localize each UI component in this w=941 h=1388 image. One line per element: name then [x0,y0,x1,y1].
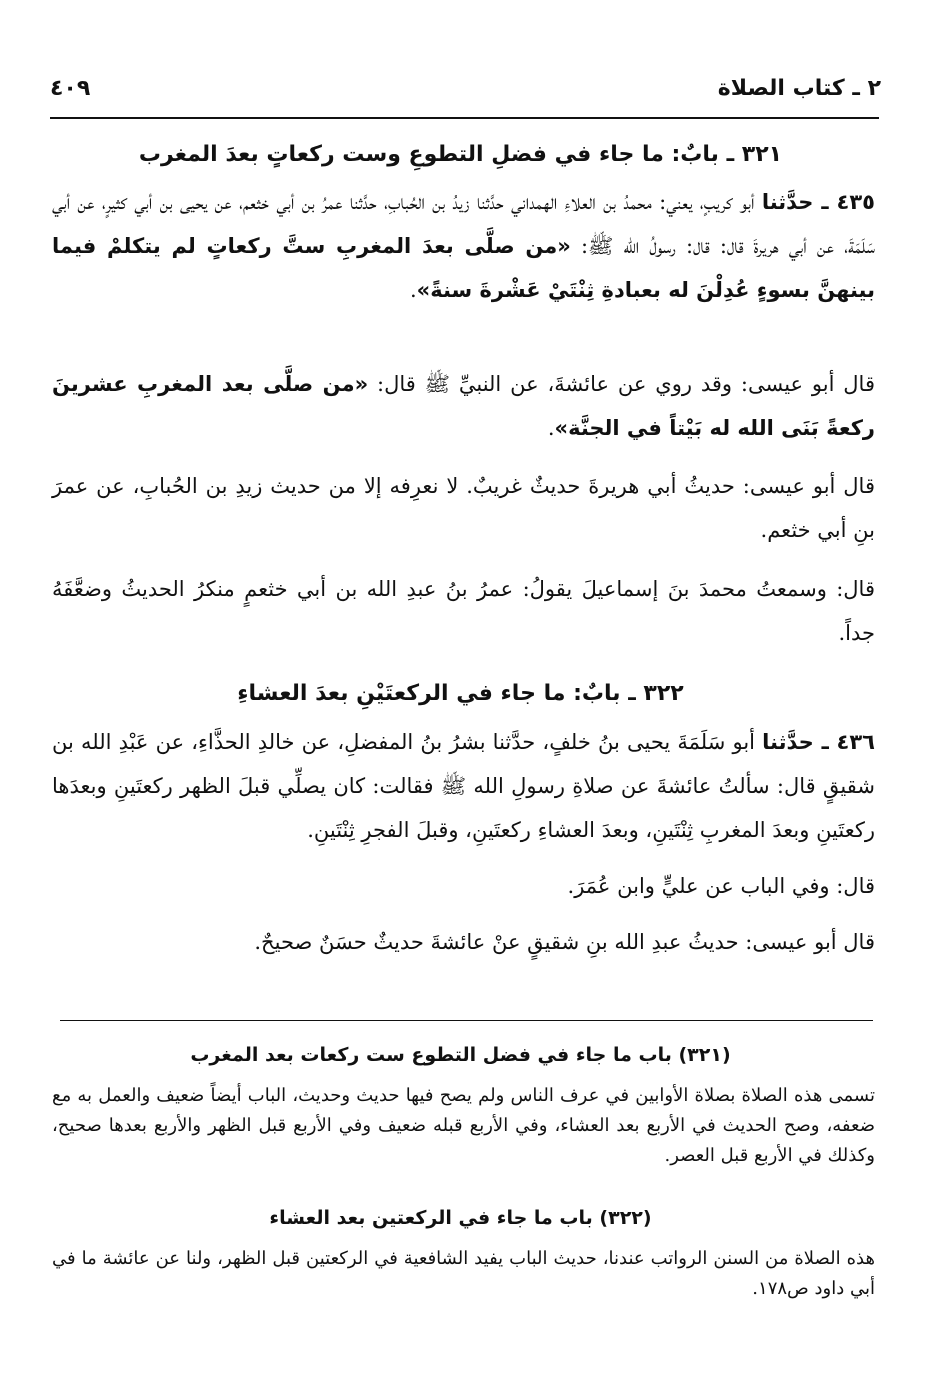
comment-text: قال أبو عيسى: وقد روي عن عائشةَ، عن النبيِّ ﷺ قال: [368,372,875,396]
running-header [50,66,881,110]
comment-sahih: قال أبو عيسى: حديثُ عبدِ الله بنِ شقيقٍ عنْ عائشةَ حديثٌ حسَنٌ صحيحٌ. [254,930,875,954]
comment-aisha [52,362,875,450]
chapter-title: ٢ ـ كتاب الصلاة [717,75,881,101]
hadith-number: ٤٣٦ ـ حدَّثنا [762,730,875,754]
comment-munkar: قال: وسمعتُ محمدَ بنَ إسماعيلَ يقولُ: عمرُ بنُ عبدِ الله بن أبي خثعمٍ منكرُ الحديثُ وضعَّفَهُ جداً. [52,577,875,645]
footnote-divider [60,1020,873,1021]
comment-gharib: قال أبو عيسى: حديثُ أبي هريرةَ حديثٌ غريبٌ. لا نعرِفه إلا من حديث زيدِ بن الحُبابِ، عن عمرَ بنِ أبي خثعم. [52,474,875,542]
hadith-text: أبو سَلَمَةَ يحيى بنُ خلفٍ، حدَّثنا بشرُ بنُ المفضلِ، عن خالدِ الحذَّاءِ، عن عَبْدِ الله بن شقيقٍ قال: سألتُ عائشةَ عن صلاةِ رسولِ الله ﷺ فقالت: كان يصلِّي قبلَ الظهر ركعتَينِ وبعدَها ركعتَينِ وبعدَ المغربِ ثِنْتَينِ، وبعدَ العشاءِ ركعتَينِ، وقبلَ الفجرِ ثِنْتَينِ. [52,730,875,842]
page-number: ٤٠٩ [50,75,91,101]
hadith-435 [52,180,875,312]
footnote-text-322: هذه الصلاة من السنن الرواتب عندنا، حديث الباب يفيد الشافعية في الركعتين قبل الظهر، ولنا عن عائشة ما في أبي داود ص١٧٨. [52,1248,875,1299]
comment-quote: «من صلَّى بعد المغربِ عشرينَ ركعةً بَنَى الله له بَيْتاً في الجنَّة» [52,372,875,440]
comment-end: . [547,416,555,440]
hadith-436 [52,720,875,852]
hadith-quote: «من صلَّى بعدَ المغربِ ستَّ ركعاتٍ لم يتكلمْ فيما بينهنَّ بسوءٍ عُدِلْنَ له بعبادةِ ثِنْتَيْ عَشْرةَ سنةً» [52,234,875,302]
hadith-isnad: أبو كريبٍ، يعني: محمدُ بن العلاءِ الهمداني حدَّثنا زيدُ بن الحُبابِ، حدَّثنا عمرُ بن أبي خثعم، عن يحيى بن أبي كثيرٍ، عن أبي سَلَمَةَ، عن أبي هريرةَ قال: قال: رسولُ الله ﷺ: [52,190,875,258]
footnote-heading-321: (٣٢١) باب ما جاء في فضل التطوع ست ركعات بعد المغرب [190,1044,731,1066]
hadith-number: ٤٣٥ ـ حدَّثنا [761,190,875,214]
hadith-end: . [409,278,417,302]
comment-bab: قال: وفي الباب عن عليٍّ وابن عُمَرَ. [567,874,875,898]
footnote-heading-322: (٣٢٢) باب ما جاء في الركعتين بعد العشاء [269,1207,652,1229]
header-divider [50,117,879,119]
footnote-text-321: تسمى هذه الصلاة بصلاة الأوابين في عرف الناس ولم يصح فيها حديث وحديث، الباب أيضاً ضعيف والعمل به مع ضعفه، وصح الحديث في الأربع بعد العشاء، وفي الأربع قبله ضعيف وفي الأربع قبل الظهر والأربع بعدها صحيح، وكذلك في الأربع قبل العصر. [52,1085,875,1166]
chapter-heading-321: ٣٢١ ـ بابٌ: ما جاء في فضلِ التطوعِ وست ركعاتٍ بعدَ المغرب [138,142,783,167]
chapter-heading-322: ٣٢٢ ـ بابٌ: ما جاء في الركعتَيْنِ بعدَ العشاءِ [237,681,684,706]
